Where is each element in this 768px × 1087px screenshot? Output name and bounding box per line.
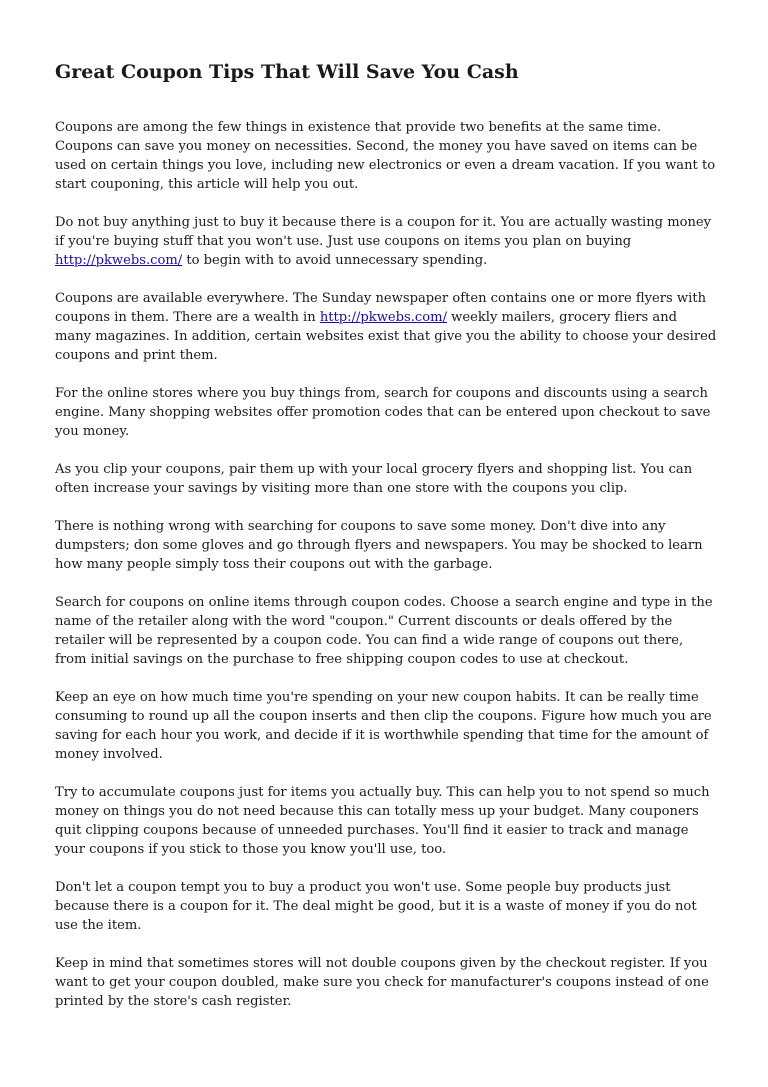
paragraph-6: There is nothing wrong with searching for coupons to save some money. Don't dive into any dumpsters; don some gloves and go through flyers and newspapers. You may be shocked to learn how many people simply toss their coupons out with the garbage. (55, 519, 703, 572)
pkwebs-link-1[interactable]: http://pkwebs.com/ (55, 253, 183, 268)
paragraph-7: Search for coupons on online items through coupon codes. Choose a search engine and type in the name of the retailer along with the word "coupon." Current discounts or deals offered by the retailer will be represented by a coupon code. You can find a wide range of coupons out there, from initial savings on the purchase to free shipping coupon codes to use at checkout. (55, 595, 713, 667)
paragraph-10: Don't let a coupon tempt you to buy a product you won't use. Some people buy products just because there is a coupon for it. The deal might be good, but it is a waste of money if you do not use the item. (55, 880, 697, 933)
paragraph-11: Keep in mind that sometimes stores will not double coupons given by the checkout register. If you want to get your coupon doubled, make sure you check for manufacturer's coupons instead of one printed by the store's cash register. (55, 956, 709, 1009)
paragraph-4: For the online stores where you buy things from, search for coupons and discounts using a search engine. Many shopping websites offer promotion codes that can be entered upon checkout to save you money. (55, 386, 711, 439)
paragraph-8: Keep an eye on how much time you're spending on your new coupon habits. It can be really time consuming to round up all the coupon inserts and then clip the coupons. Figure how much you are saving for each hour you work, and decide if it is worthwhile spending that time for the amount of money involved. (55, 690, 712, 762)
pkwebs-link-2[interactable]: http://pkwebs.com/ (319, 310, 447, 325)
paragraph-2-after: to begin with to avoid unnecessary spending. (182, 253, 488, 268)
document-page (55, 58, 717, 1030)
document-title: Great Coupon Tips That Will Save You Cash (55, 61, 519, 83)
paragraph-3-before: Coupons are available everywhere. The Sunday newspaper often contains one or more flyers with coupons in them. There are a wealth in (55, 291, 707, 325)
paragraph-5: As you clip your coupons, pair them up with your local grocery flyers and shopping list. You can often increase your savings by visiting more than one store with the coupons you clip. (55, 462, 693, 496)
paragraph-3-after: weekly mailers, grocery fliers and many magazines. In addition, certain websites exist that give you the ability to choose your desired coupons and print them. (55, 310, 717, 363)
paragraph-9: Try to accumulate coupons just for items you actually buy. This can help you to not spend so much money on things you do not need because this can totally mess up your budget. Many couponers quit clipping coupons because of unneeded purchases. You'll find it easier to track and manage your coupons if you stick to those you know you'll use, too. (55, 785, 710, 857)
paragraph-2 (55, 213, 717, 270)
paragraph-1: Coupons are among the few things in existence that provide two benefits at the same time. Coupons can save you money on necessities. Second, the money you have saved on items can be used on certain things you love, including new electronics or even a dream vacation. If you want to start couponing, this article will help you out. (55, 120, 716, 192)
paragraph-3 (55, 289, 717, 365)
paragraph-2-before: Do not buy anything just to buy it because there is a coupon for it. You are actually wasting money if you're buying stuff that you won't use. Just use coupons on items you plan on buying (55, 215, 712, 249)
